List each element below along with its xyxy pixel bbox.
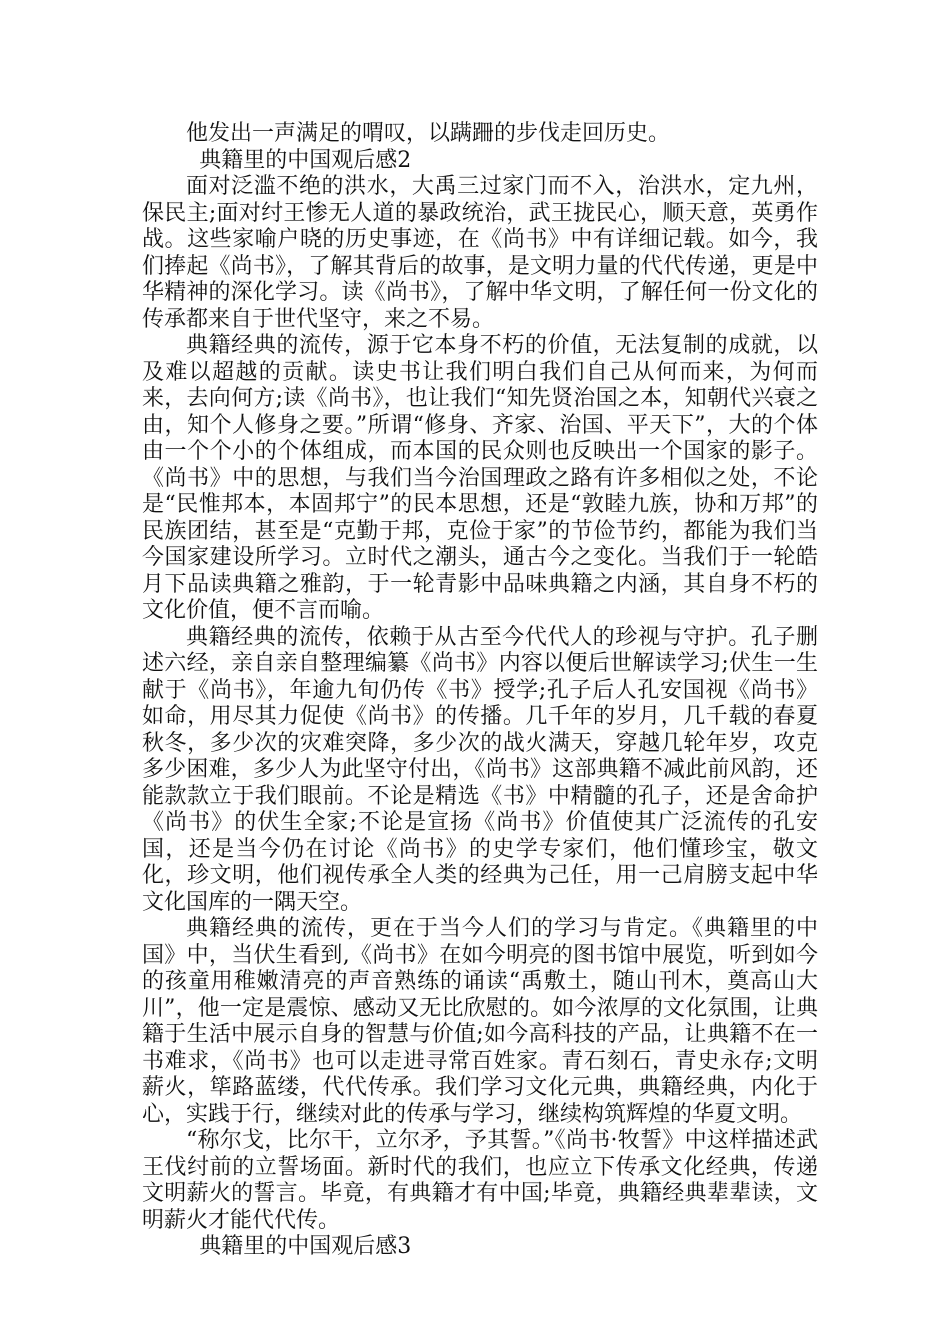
section-2-heading: 典籍里的中国观后感2 — [199, 147, 412, 173]
section-3-heading: 典籍里的中国观后感3 — [199, 1234, 412, 1259]
document-body — [142, 121, 818, 1261]
paragraph: 典籍经典的流传，更在于当今人们的学习与肯定。《典籍里的中国》中，当伏生看到,《尚书》在如今明亮的图书馆中展览，听到如今的孩童用稚嫩清亮的声音熟练的诵读“禹敷土，随山刊木，奠高山大川”，他一定是震惊、感动又无比欣慰的。如今浓厚的文化氛围，让典籍于生活中展示自身的智慧与价值;如今高科技的产品，让典籍不在一书难求，《尚书》也可以走进寻常百姓家。青石刻石，青史永存;文明薪火，筚路蓝缕，代代传承。我们学习文化元典，典籍经典，内化于心，实践于行，继续对此的传承与学习，继续构筑辉煌的华夏文明。 — [142, 916, 818, 1127]
paragraph: “称尔戈，比尔干，立尔矛，予其誓。”《尚书·牧誓》中这样描述武王伐纣前的立誓场面。新时代的我们，也应立下传承文化经典，传递文明薪火的誓言。毕竟，有典籍才有中国;毕竟，典籍经典辈辈读，文明薪火才能代代传。 — [142, 1128, 818, 1233]
intro-line: 他发出一声满足的喟叹，以蹒跚的步伐走回历史。 — [186, 121, 671, 146]
paragraph: 面对泛滥不绝的洪水，大禹三过家门而不入，治洪水，定九州，保民主;面对纣王惨无人道的暴政统治，武王拢民心，顺天意，英勇作战。这些家喻户晓的历史事迹，在《尚书》中有详细记载。如今，我们捧起《尚书》，了解其背后的故事，是文明力量的代代传递，更是中华精神的深化学习。读《尚书》，了解中华文明，了解任何一份文化的传承都来自于世代坚守，来之不易。 — [142, 174, 818, 332]
paragraph: 典籍经典的流传，源于它本身不朽的价值，无法复制的成就，以及难以超越的贡献。读史书让我们明白我们自己从何而来，为何而来，去向何方;读《尚书》，也让我们“知先贤治国之本，知朝代兴衰之由，知个人修身之要。”所谓“修身、齐家、治国、平天下”，大的个体由一个个小的个体组成，而本国的民众则也反映出一个国家的影子。《尚书》中的思想，与我们当今治国理政之路有许多相似之处，不论是“民惟邦本，本固邦宁”的民本思想，还是“敦睦九族，协和万邦”的民族团结，甚至是“克勤于邦，克俭于家”的节俭节约，都能为我们当今国家建设所学习。立时代之潮头，通古今之变化。当我们于一轮皓月下品读典籍之雅韵，于一轮青影中品味典籍之内涵，其自身不朽的文化价值，便不言而喻。 — [142, 333, 818, 623]
paragraph: 典籍经典的流传，依赖于从古至今代代人的珍视与守护。孔子删述六经，亲自亲自整理编纂《尚书》内容以便后世解读学习;伏生一生献于《尚书》，年逾九旬仍传《书》授学;孔子后人孔安国视《尚书》如命，用尽其力促使《尚书》的传播。几千年的岁月，几千载的春夏秋冬，多少次的灾难突降，多少次的战火满天，穿越几轮年岁，攻克多少困难，多少人为此坚守付出，《尚书》这部典籍不减此前风韵，还能款款立于我们眼前。不论是精选《书》中精髓的孔子，还是舍命护《尚书》的伏生全家;不论是宣扬《尚书》价值使其广泛流传的孔安国，还是当今仍在讨论《尚书》的史学专家们，他们懂珍宝，敬文化，珍文明，他们视传承全人类的经典为己任，用一己肩膀支起中华文化国库的一隅天空。 — [142, 624, 818, 915]
